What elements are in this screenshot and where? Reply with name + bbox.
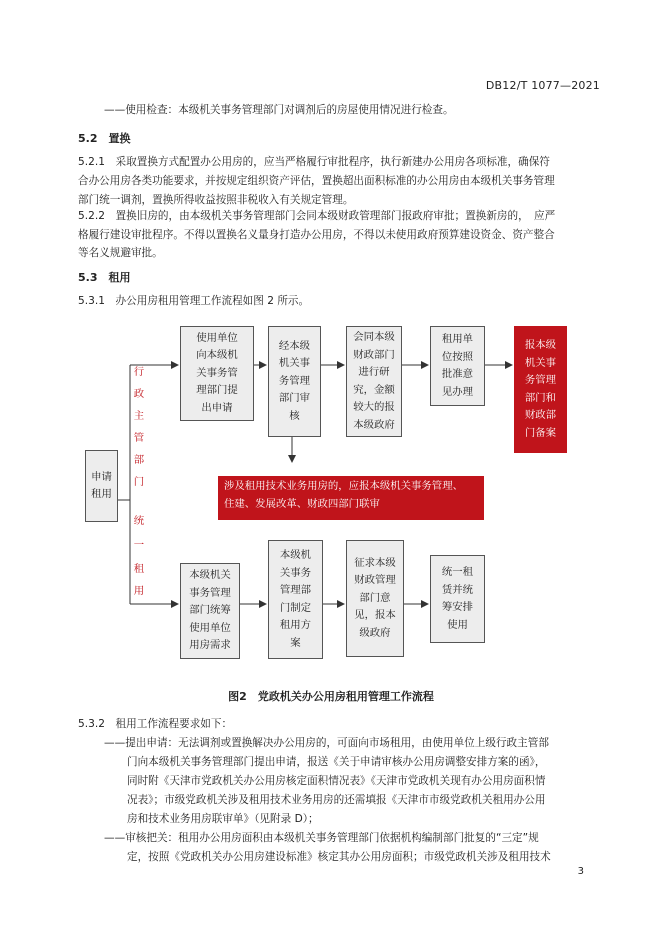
para-5-2-2-line2: 格履行建设审批程序。不得以置换名义量身打造办公用房，不得以未使用政府预算建设资金、资产整合	[78, 229, 555, 241]
section-5-2-heading: 5.2 置换	[78, 132, 131, 145]
page-number: 3	[577, 866, 584, 877]
step-user-unit-apply: 使用单位 向本级机 关事务管 理部门提 出申请	[180, 326, 254, 421]
para-5-2-1-line1: 5.2.1 采取置换方式配置办公用房的，应当严格履行审批程序，执行新建办公用房各项标准，确保符	[78, 156, 550, 168]
start-box-apply-rent: 申请 租用	[85, 450, 118, 522]
para-5-2-2-line3: 等名义规避审批。	[78, 247, 163, 259]
side-label-unified-rent: 统 一 租 用	[133, 515, 145, 597]
req1-line2: 门向本级机关事务管理部门提出申请，报送《关于申请审核办公用房调整安排方案的函》，	[127, 756, 546, 768]
side-label-admin-dept: 行 政 主 管 部 门	[133, 366, 145, 488]
req1-line4: 况表》；市级党政机关涉及租用技术业务用房的还需填报《天津市市级党政机关租用办公用	[127, 794, 546, 806]
step-rent-plan: 本级机 关事务 管理部 门制定 租用方 案	[268, 540, 323, 659]
step-coordinate-demand: 本级机关 事务管理 部门统筹 使用单位 用房需求	[180, 563, 240, 659]
req2-line1: ——审核把关：租用办公用房面积由本级机关事务管理部门依据机构编制部门批复的“三定”规	[104, 832, 539, 844]
req2-line2: 定，按照《党政机关办公用房建设标准》核定其办公用房面积；市级党政机关涉及租用技术	[127, 851, 551, 863]
section-5-3-heading: 5.3 租用	[78, 271, 131, 284]
para-5-3-1: 5.3.1 办公用房租用管理工作流程如图 2 所示。	[78, 295, 310, 307]
figure-caption: 图2 党政机关办公用房租用管理工作流程	[228, 690, 434, 703]
step-filing: 报本级 机关事 务管理 部门和 财政部 门备案	[514, 326, 567, 453]
para-5-2-1-line2: 合办公用房各类功能要求，并按规定组织资产评估，置换超出面积标准的办公用房由本级机关事务管理	[78, 175, 555, 187]
step-execute-approval: 租用单 位按照 批准意 见办理	[430, 326, 485, 406]
joint-review-banner: 涉及租用技术业务用房的，应报本级机关事务管理、 住建、发展改革、财政四部门联审	[218, 476, 484, 520]
step-unified-lease: 统一租 赁并统 筹安排 使用	[430, 555, 485, 643]
step-finance-study: 会同本级 财政部门 进行研 究，金额 较大的报 本级政府	[346, 326, 402, 437]
req1-line3: 同时附《天津市党政机关办公用房核定面积情况表》《天津市党政机关现有办公用房面积情	[127, 775, 546, 787]
req1-line1: ——提出申请：无法调剂或置换解决办公用房的，可面向市场租用，由使用单位上级行政主管部	[104, 737, 549, 749]
para-5-2-1-line3: 部门统一调剂，置换所得收益按照非税收入有关规定管理。	[78, 194, 354, 206]
req1-line5: 房和技术业务用房联审单》（见附录 D）；	[127, 813, 319, 825]
para-5-3-2: 5.3.2 租用工作流程要求如下：	[78, 718, 233, 730]
check-line: ——使用检查：本级机关事务管理部门对调剂后的房屋使用情况进行检查。	[104, 104, 454, 116]
step-seek-finance-opinion: 征求本级 财政管理 部门意 见，报本 级政府	[346, 540, 404, 657]
doc-code: DB12/T 1077—2021	[485, 79, 600, 92]
step-review: 经本级 机关事 务管理 部门审 核	[268, 326, 321, 437]
para-5-2-2-line1: 5.2.2 置换旧房的，由本级机关事务管理部门会同本级财政管理部门报政府审批；置换新房的， 应严	[78, 210, 556, 222]
